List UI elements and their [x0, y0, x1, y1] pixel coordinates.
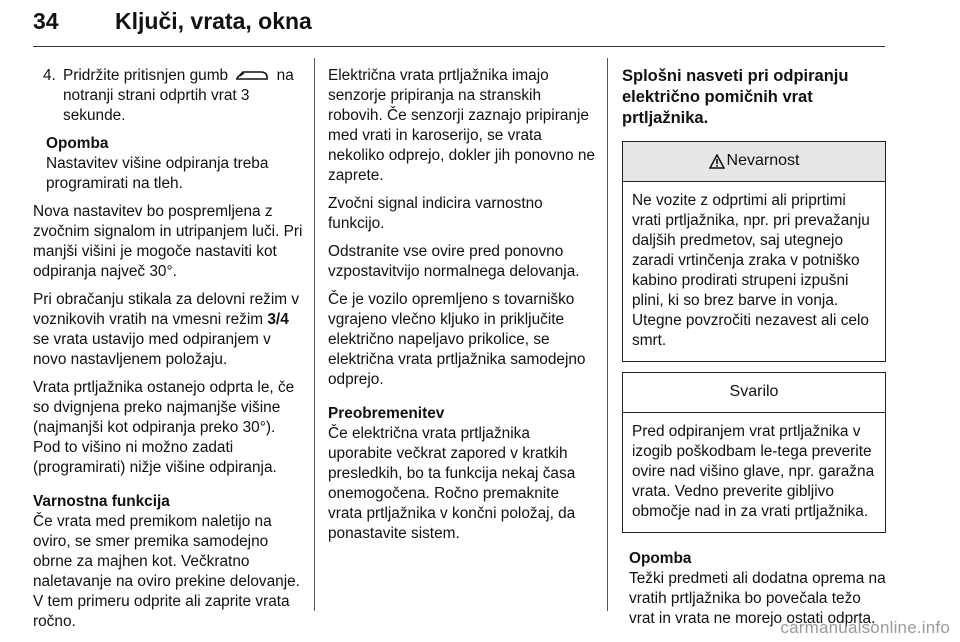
- danger-text: Ne vozite z odprtimi ali priprtimi vrati prtljažnika, npr. pri prevažanju daljših predmetov, saj utegnejo zaradi vrtinčenja zraka v potniško kabino prodirati strupeni izpušni plini, ki so brez barve in vonja. Utegne povzročiti nezavest ali celo smrt.: [632, 192, 870, 349]
- section-heading: Varnostna funkcija: [33, 493, 170, 510]
- paragraph: Če električna vrata prtljažnika uporabite večkrat zapored v kratkih presledkih, bo ta funkcija nekaj časa onemogočena. Ročno premaknite vrata prtljažnika v končni položaj, da ponastavite sistem.: [328, 425, 576, 542]
- paragraph: Zvočni signal indicira varnostno funkcijo.: [328, 195, 543, 232]
- tailgate-button-icon: [235, 69, 269, 81]
- caution-title: Svarilo: [729, 383, 779, 400]
- paragraph: Nova nastavitev bo pospremljena z zvočnim signalom in utripanjem luči. Pri manjši višini je mogoče nastaviti kot odpiranja največ 30°.: [33, 203, 303, 280]
- column-middle: [328, 66, 596, 552]
- section-heading: Preobremenitev: [328, 405, 445, 422]
- paragraph: Odstranite vse ovire pred ponovno vzpostavitvijo normalnega delovanja.: [328, 243, 580, 280]
- danger-title: Nevarnost: [726, 152, 800, 169]
- paragraph: Električna vrata prtljažnika imajo senzorje pripiranja na stranskih robovih. Če senzorji zaznajo pripiranje med vrati in karoserijo, se vrata nekoliko odprejo, dokler jih ponovno ne zaprete.: [328, 67, 595, 184]
- note-title: Opomba: [629, 550, 692, 567]
- caution-box: [622, 372, 886, 533]
- section-heading: Splošni nasveti pri odpiranju električno pomičnih vrat prtljažnika.: [622, 67, 849, 127]
- paragraph: Vrata prtljažnika ostanejo odprta le, če so dvignjena preko najmanjše višine (najmanjši kot odpiranja preko 30°). Pod to višino ni možno zadati (programirati) nižje višine odpiranja.: [33, 379, 295, 476]
- caution-header: [623, 373, 885, 413]
- page-header: [33, 2, 885, 47]
- page-title: Ključi, vrata, okna: [115, 8, 312, 34]
- danger-box: [622, 141, 886, 362]
- note-block: [622, 549, 886, 629]
- page-number: 34: [33, 8, 59, 34]
- step-number: 4.: [43, 67, 56, 84]
- column-left: [33, 66, 303, 640]
- column-right: [622, 66, 886, 629]
- column-divider: [607, 58, 608, 611]
- note-block: [33, 134, 303, 194]
- paragraph: Pri obračanju stikala za delovni režim v voznikovih vratih na vmesni režim 3/4 se vrata ustavijo med odpiranjem v novo nastavljenem položaju.: [33, 291, 300, 368]
- paragraph: Če vrata med premikom naletijo na oviro, se smer premika samodejno obrne za majhen kot. Večkratno naletavanje na oviro prekine delovanje. V tem primeru odprite ali zaprite vrata ročno.: [33, 513, 300, 630]
- step-4: [33, 66, 303, 126]
- paragraph: Če je vozilo opremljeno s tovarniško vgrajeno vlečno kljuko in priključite električno napeljavo prikolice, se električna vrata prtljažnika samodejno odprejo.: [328, 291, 586, 388]
- warning-triangle-icon: [709, 154, 725, 169]
- column-divider: [314, 58, 315, 611]
- note-text: Nastavitev višine odpiranja treba programirati na tleh.: [46, 155, 269, 192]
- mode-label: 3/4: [267, 311, 289, 328]
- caution-text: Pred odpiranjem vrat prtljažnika v izogib poškodbam le-tega preverite ovire nad višino glave, npr. garažna vrata. Vedno preverite gibljivo območje nad in za vrati prtljažnika.: [632, 423, 875, 520]
- watermark: carmanualsonline.info: [780, 618, 950, 637]
- danger-header: [623, 142, 885, 182]
- note-title: Opomba: [46, 135, 109, 152]
- note-text: Težki predmeti ali dodatna oprema na vratih prtljažnika bo povečala težo vrat in vrata ne morejo ostati odprta.: [629, 570, 886, 627]
- step-text: Pridržite pritisnjen gumb na notranji strani odprtih vrat 3 sekunde.: [63, 67, 294, 124]
